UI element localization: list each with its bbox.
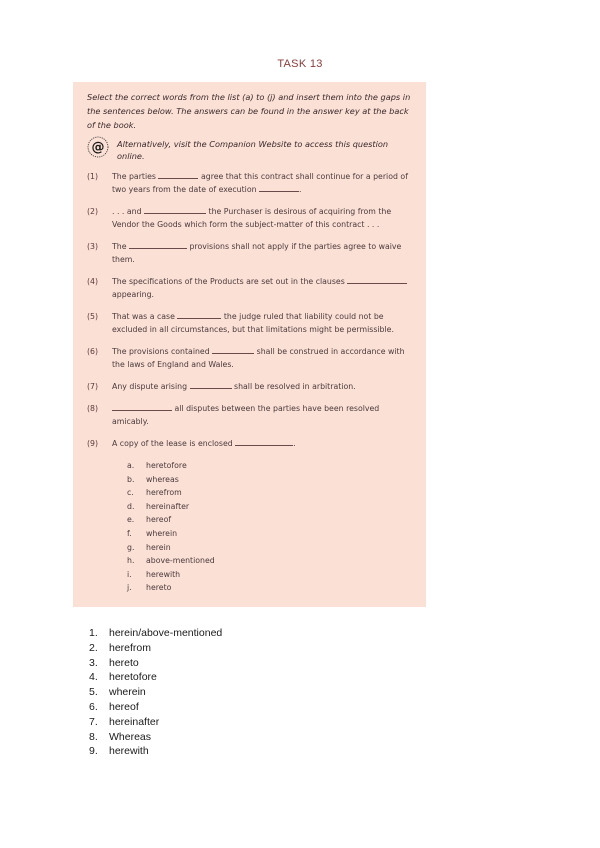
word-option — [127, 541, 414, 555]
answer-gap — [112, 402, 172, 411]
answer-text: hereof — [109, 700, 139, 713]
word-option — [127, 486, 414, 500]
word-option — [127, 473, 414, 487]
option-word: herefrom — [146, 488, 182, 498]
question-text-after: the judge ruled that liability could not be excluded in all circumstances, but that limitations might be permissible. — [112, 312, 394, 334]
exercise-panel — [73, 82, 426, 607]
question-number: (2) — [87, 207, 99, 216]
question-text-before: Any dispute arising — [112, 382, 188, 391]
option-letter: j. — [127, 583, 132, 593]
answer-text: Whereas — [109, 730, 152, 743]
question-item — [87, 275, 414, 301]
word-option — [127, 459, 414, 473]
question-text-after: all disputes between the parties have been resolved amicably. — [112, 404, 380, 426]
word-option — [127, 513, 414, 527]
answer-gap — [190, 380, 232, 389]
question-text-after: . — [293, 439, 296, 448]
answer-text: hereto — [109, 656, 139, 669]
option-word: heretofore — [146, 461, 187, 470]
answer-gap — [129, 240, 187, 249]
answer-number: 9. — [89, 745, 98, 758]
option-word: hereinafter — [146, 501, 190, 511]
question-item — [87, 240, 414, 266]
answer-number: 2. — [89, 641, 98, 654]
question-list — [87, 170, 414, 450]
answer-gap — [235, 437, 296, 448]
question-text-after: shall be construed in accordance with the laws of England and Wales. — [112, 347, 405, 369]
option-word: wherein — [146, 528, 178, 538]
answer-item — [89, 700, 222, 715]
option-word: whereas — [146, 474, 179, 484]
question-text-before: . . . and — [112, 207, 142, 216]
question-number: (7) — [87, 382, 99, 391]
question-number: (6) — [87, 347, 99, 356]
option-letter: b. — [127, 474, 135, 484]
question-item — [87, 437, 414, 450]
option-word: hereof — [146, 515, 172, 525]
instructions-text: Select the correct words from the list (a) to (j) and insert them into the gaps in the sentences below. The answers can be found in the answer key at the back of the book. — [87, 92, 411, 130]
question-text-before: The provisions contained — [112, 347, 210, 356]
question-number: (1) — [87, 172, 99, 181]
option-letter: f. — [127, 528, 132, 538]
answer-item — [89, 715, 222, 730]
companion-website-note — [87, 138, 414, 162]
option-letter: g. — [127, 542, 135, 552]
word-options-list — [127, 459, 414, 595]
companion-website-at-icon — [87, 136, 109, 158]
answer-gap — [212, 345, 254, 354]
answer-number: 8. — [89, 730, 98, 743]
question-text-after: appearing. — [112, 290, 154, 299]
question-number: (3) — [87, 242, 99, 251]
word-option — [127, 568, 414, 582]
answer-gap — [347, 275, 407, 284]
question-text-end: . — [299, 185, 302, 194]
question-text-after: shall be resolved in arbitration. — [234, 382, 356, 391]
answer-key-list — [89, 626, 222, 759]
question-item — [87, 345, 414, 371]
answer-gap — [158, 170, 198, 179]
question-text-before: That was a case — [112, 312, 175, 321]
question-text-before: The parties — [112, 172, 156, 181]
answer-text: wherein — [109, 686, 146, 699]
page-title: TASK 13 — [277, 58, 323, 70]
option-letter: h. — [127, 556, 135, 566]
question-item — [87, 402, 414, 428]
question-text-before: A copy of the lease is enclosed — [112, 439, 233, 448]
question-item — [87, 380, 414, 393]
word-option — [127, 527, 414, 541]
word-option — [127, 581, 414, 595]
option-word: herewith — [146, 569, 181, 579]
option-word: above-mentioned — [146, 556, 215, 566]
question-number: (4) — [87, 277, 99, 286]
question-number: (9) — [87, 439, 99, 448]
question-item — [87, 310, 414, 336]
answer-item — [89, 685, 222, 700]
question-text-before: The — [112, 242, 127, 251]
question-text-before: The specifications of the Products are set out in the clauses — [112, 277, 345, 286]
answer-item — [89, 744, 222, 759]
answer-number: 4. — [89, 671, 98, 684]
question-text-after: the Purchaser is desirous of acquiring from the Vendor the Goods which form the subject-matter of this contract . . . — [112, 207, 392, 229]
option-letter: i. — [127, 569, 132, 579]
question-text-after: provisions shall not apply if the parties agree to waive them. — [112, 242, 402, 264]
answer-item — [89, 670, 222, 685]
question-number: (8) — [87, 404, 99, 413]
option-letter: a. — [127, 461, 135, 470]
answer-gap — [144, 205, 206, 214]
answer-item — [89, 641, 222, 656]
option-letter: d. — [127, 501, 135, 511]
option-word: herein — [146, 542, 171, 552]
answer-text: herefrom — [109, 641, 152, 654]
question-item — [87, 170, 414, 196]
answer-item — [89, 626, 222, 641]
option-letter: e. — [127, 515, 135, 525]
answer-gap — [259, 183, 302, 194]
svg-text:@: @ — [91, 140, 105, 155]
answer-text: heretofore — [109, 671, 157, 684]
question-number: (5) — [87, 312, 99, 321]
answer-number: 1. — [89, 627, 98, 639]
answer-number: 6. — [89, 700, 98, 713]
answer-item — [89, 730, 222, 745]
website-note-text: Alternatively, visit the Companion Website to access this question online. — [117, 139, 389, 161]
answer-gap — [177, 310, 221, 319]
answer-text: herein/above-mentioned — [109, 627, 223, 639]
word-option — [127, 500, 414, 514]
answer-text: herewith — [109, 745, 149, 758]
answer-number: 3. — [89, 656, 98, 669]
answer-number: 5. — [89, 686, 98, 699]
word-option — [127, 554, 414, 568]
answer-number: 7. — [89, 715, 98, 728]
answer-item — [89, 656, 222, 671]
question-text-after: agree that this contract shall continue for a period of two years from the date of execution — [112, 172, 408, 194]
question-item — [87, 205, 414, 231]
option-word: hereto — [146, 583, 172, 593]
option-letter: c. — [127, 488, 134, 498]
answer-text: hereinafter — [109, 715, 160, 728]
